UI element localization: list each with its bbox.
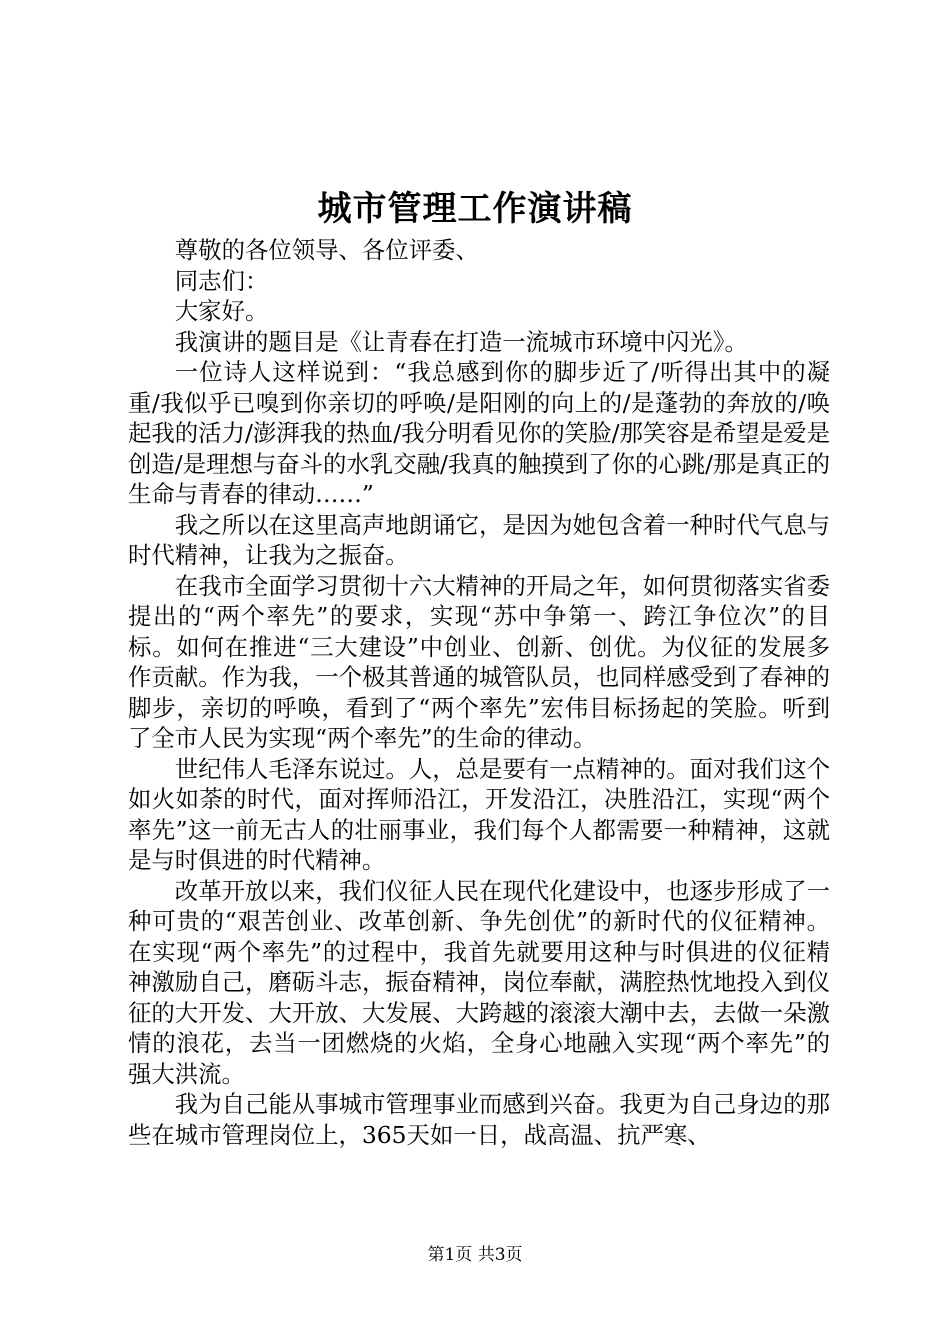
- body-paragraph: 我演讲的题目是《让青春在打造一流城市环境中闪光》。: [174, 327, 748, 356]
- salutation-line-2: 同志们：: [174, 266, 269, 295]
- document-title: 城市管理工作演讲稿: [317, 189, 633, 229]
- page-number-footer: 第1页 共3页: [427, 1245, 523, 1265]
- body-paragraph: 在我市全面学习贯彻十六大精神的开局之年，如何贯彻落实省委提出的“两个率先”的要求，实现“苏中争第一、跨江争位次”的目标。如何在推进“三大建设”中创业、创新、创优。为仪征的发展多作贡献。作为我，一个极其普通的城管队员，也同样感受到了春神的脚步，亲切的呼唤，看到了“两个率先”宏伟目标扬起的笑脸。听到了全市人民为实现“两个率先”的生命的律动。: [128, 571, 830, 752]
- body-paragraph: 一位诗人这样说到：“我总感到你的脚步近了/听得出其中的凝重/我似乎已嗅到你亲切的呼唤/是阳刚的向上的/是蓬勃的奔放的/唤起我的活力/澎湃我的热血/我分明看见你的笑脸/那笑容是希望是爱是创造/是理想与奋斗的水乳交融/我真的触摸到了你的心跳/那是真正的生命与青春的律动……”: [128, 358, 830, 508]
- greeting-line: 大家好。: [174, 297, 269, 325]
- body-paragraph: 世纪伟人毛泽东说过。人，总是要有一点精神的。面对我们这个如火如荼的时代，面对挥师沿江，开发沿江，决胜沿江，实现“两个率先”这一前无古人的壮丽事业，我们每个人都需要一种精神，这就是与时俱进的时代精神。: [128, 754, 830, 874]
- body-paragraph: 我之所以在这里高声地朗诵它，是因为她包含着一种时代气息与时代精神，让我为之振奋。: [128, 510, 830, 569]
- document-body: [128, 235, 830, 1150]
- salutation-line-1: 尊敬的各位领导、各位评委、: [174, 236, 479, 264]
- body-paragraph: 改革开放以来，我们仪征人民在现代化建设中，也逐步形成了一种可贵的“艰苦创业、改革创新、争先创优”的新时代的仪征精神。在实现“两个率先”的过程中，我首先就要用这种与时俱进的仪征精神激励自己，磨砺斗志，振奋精神，岗位奉献，满腔热忱地投入到仪征的大开发、大开放、大发展、大跨越的滚滚大潮中去，去做一朵激情的浪花，去当一团燃烧的火焰，全身心地融入实现“两个率先”的强大洪流。: [128, 876, 830, 1088]
- body-paragraph: 我为自己能从事城市管理事业而感到兴奋。我更为自己身边的那些在城市管理岗位上，365天如一日，战高温、抗严寒、: [128, 1090, 830, 1149]
